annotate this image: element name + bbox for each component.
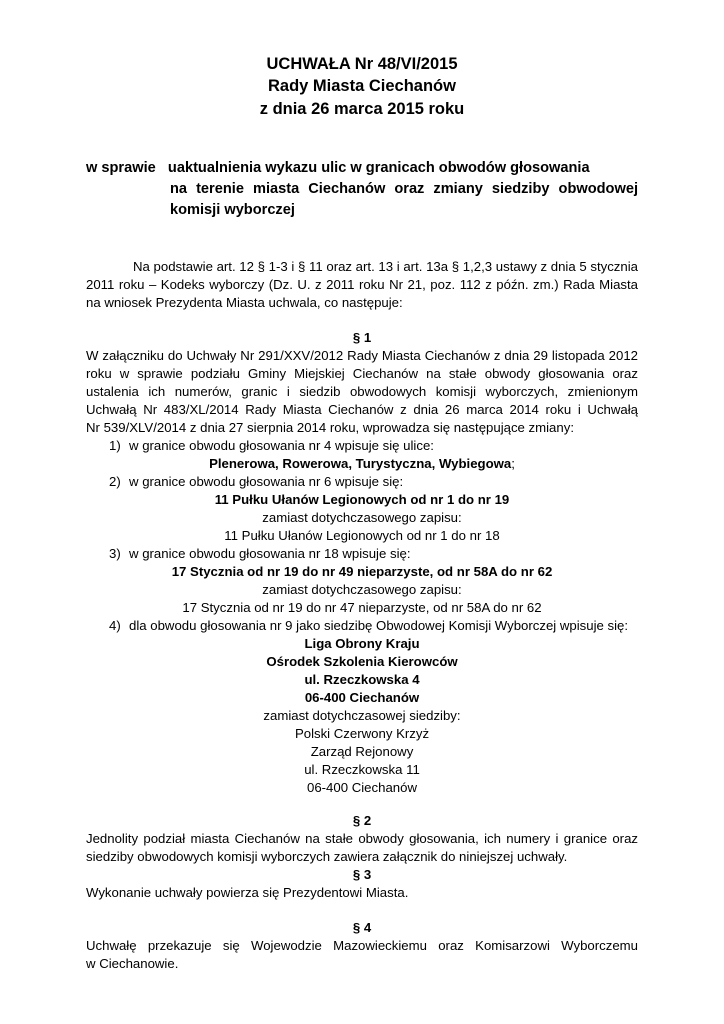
- section-4-heading: § 4: [352, 920, 372, 935]
- preamble-line: 2011 roku – Kodeks wyborczy (Dz. U. z 2011 roku Nr 21, poz. 112 z późn. zm.) Rada Miasta: [86, 277, 638, 292]
- section-1-text: W załączniku do Uchwały Nr 291/XXV/2012 Rady Miasta Ciechanów z dnia 29 listopada 2012: [86, 348, 638, 363]
- list-item: [109, 437, 434, 455]
- list-item-number: 4): [109, 618, 121, 633]
- list-item-number: 3): [109, 546, 121, 561]
- section-1-text: Uchwałą Nr 483/XL/2014 Rady Miasta Ciechanów z dnia 26 marca 2014 roku i Uchwałą: [86, 402, 638, 417]
- new-seat-line: Ośrodek Szkolenia Kierowców: [266, 654, 458, 669]
- instead-note: zamiast dotychczasowej siedziby:: [263, 708, 461, 723]
- list-item-number: 1): [109, 438, 121, 453]
- street-list-names: Plenerowa, Rowerowa, Turystyczna, Wybiegowa: [209, 456, 512, 471]
- new-entry: 11 Pułku Ułanów Legionowych od nr 1 do nr 19: [214, 492, 510, 507]
- section-1-text: ustalenia ich numerów, granic i siedzib obwodowych komisji wyborczych, zmienionym: [86, 384, 638, 399]
- old-seat-line: Zarząd Rejonowy: [310, 744, 414, 759]
- section-4-text: w Ciechanowie.: [86, 956, 179, 971]
- section-1-heading: § 1: [352, 330, 372, 345]
- list-item: [109, 473, 403, 491]
- section-4-text: Uchwałę przekazuje się Wojewodzie Mazowieckiemu oraz Komisarzowi Wyborczemu: [86, 938, 638, 953]
- section-1-text: Nr 539/XLV/2014 z dnia 27 sierpnia 2014 roku, wprowadza się następujące zmiany:: [86, 420, 574, 435]
- new-seat-line: Liga Obrony Kraju: [304, 636, 420, 651]
- list-item-text: w granice obwodu głosowania nr 18 wpisuje się:: [129, 546, 411, 561]
- old-entry: 11 Pułku Ułanów Legionowych od nr 1 do nr 18: [224, 528, 500, 543]
- resolution-number: UCHWAŁA Nr 48/VI/2015: [266, 55, 458, 73]
- street-list-punctuation: ;: [511, 456, 515, 471]
- instead-note: zamiast dotychczasowego zapisu:: [262, 582, 462, 597]
- list-item-number: 2): [109, 474, 121, 489]
- preamble-line: na wniosek Prezydenta Miasta uchwala, co następuje:: [86, 295, 403, 310]
- old-seat-line: Polski Czerwony Krzyż: [294, 726, 430, 741]
- council-name: Rady Miasta Ciechanów: [268, 77, 456, 95]
- new-seat-line: 06-400 Ciechanów: [304, 690, 420, 705]
- subject-line-2: na terenie miasta Ciechanów oraz zmiany siedziby obwodowej: [170, 181, 638, 197]
- resolution-date: z dnia 26 marca 2015 roku: [259, 100, 465, 118]
- old-seat-line: 06-400 Ciechanów: [307, 780, 417, 795]
- instead-note: zamiast dotychczasowego zapisu:: [262, 510, 462, 525]
- section-3-text: Wykonanie uchwały powierza się Prezydentowi Miasta.: [86, 885, 409, 900]
- section-2-text: siedziby obwodowych komisji wyborczych zawiera załącznik do niniejszej uchwały.: [86, 849, 568, 864]
- new-entry: 17 Stycznia od nr 19 do nr 49 nieparzyste, od nr 58A do nr 62: [171, 564, 553, 579]
- list-item-text: dla obwodu głosowania nr 9 jako siedzibę Obwodowej Komisji Wyborczej wpisuje się:: [129, 618, 629, 633]
- subject-line-3: komisji wyborczej: [170, 202, 295, 218]
- old-entry: 17 Stycznia od nr 19 do nr 47 nieparzyste, od nr 58A do nr 62: [182, 600, 542, 615]
- new-seat-line: ul. Rzeczkowska 4: [304, 672, 420, 687]
- section-2-text: Jednolity podział miasta Ciechanów na stałe obwody głosowania, ich numery i granice oraz: [86, 831, 638, 846]
- old-seat-line: ul. Rzeczkowska 11: [304, 762, 420, 777]
- list-item: [109, 617, 628, 635]
- section-1-text: roku w sprawie podziału Gminy Miejskiej Ciechanów na stałe obwody głosowania oraz: [86, 366, 638, 381]
- section-2-heading: § 2: [352, 813, 372, 828]
- list-item-text: w granice obwodu głosowania nr 6 wpisuje się:: [129, 474, 404, 489]
- list-item-text: w granice obwodu głosowania nr 4 wpisuje się ulice:: [129, 438, 434, 453]
- preamble-line: Na podstawie art. 12 § 1-3 i § 11 oraz art. 13 i art. 13a § 1,2,3 ustawy z dnia 5 stycznia: [133, 259, 638, 274]
- list-item: [109, 545, 411, 563]
- street-list: [86, 455, 638, 473]
- subject-line-1: w sprawie uaktualnienia wykazu ulic w granicach obwodów głosowania: [86, 160, 590, 176]
- section-3-heading: § 3: [352, 867, 372, 882]
